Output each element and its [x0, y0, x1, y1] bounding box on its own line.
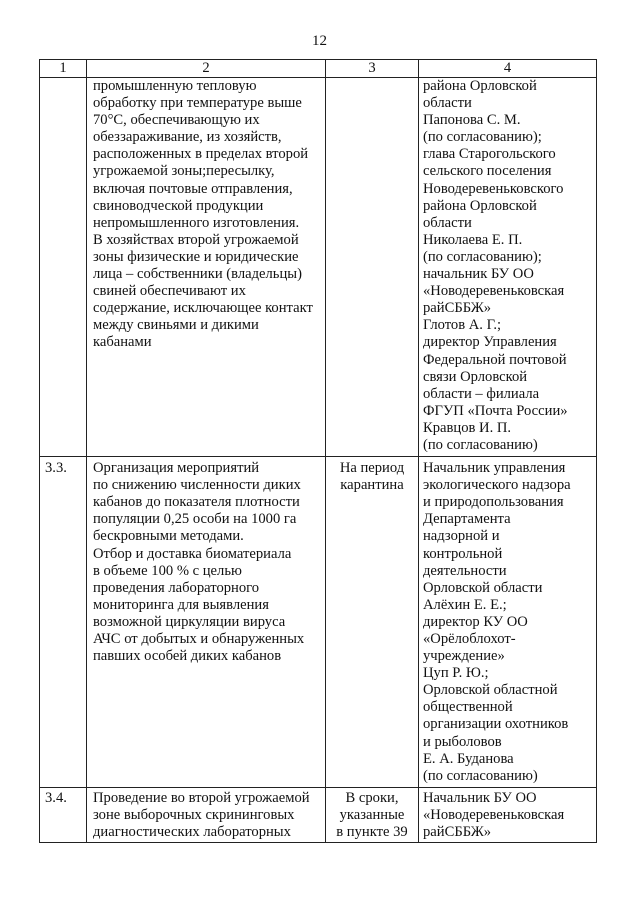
text-line: В сроки, [345, 789, 399, 806]
text-line: павших особей диких кабанов [93, 648, 282, 665]
text-line: лица – собственники (владельцы) [93, 266, 302, 283]
text-line: Николаева Е. П. [423, 231, 523, 248]
text-line: В хозяйствах второй угрожаемой [93, 231, 299, 248]
responsible-cell [419, 457, 597, 788]
text-line: Глотов А. Г.; [423, 317, 502, 334]
text-line: в объеме 100 % с целью [93, 562, 242, 579]
text-line: «Новодеревеньковская [423, 806, 565, 823]
text-line: района Орловской [423, 197, 537, 214]
text-line: по снижению численности диких [93, 477, 301, 494]
action-cell [87, 78, 326, 457]
text-line: сельского поселения [423, 163, 552, 180]
text-line: 70°С, обеспечивающую их [93, 112, 260, 129]
text-line: Федеральной почтовой [423, 351, 567, 368]
text-line: На период [339, 460, 405, 477]
text-line: «Орёлоблохот- [423, 631, 516, 647]
text-line: включая почтовые отправления, [93, 180, 293, 197]
text-line: Организация мероприятий [93, 460, 260, 477]
column-header: 3 [326, 60, 419, 78]
text-line: популяции 0,25 особи на 1000 га [93, 511, 297, 528]
text-line: кабанов до показателя плотности [93, 494, 300, 511]
text-line: мониторинга для выявления [93, 596, 269, 613]
text-line: возможной циркуляции вируса [93, 613, 286, 630]
text-line: (по согласованию); [423, 248, 542, 265]
text-line: райСББЖ» [423, 824, 492, 841]
text-line: зоне выборочных скрининговых [93, 806, 295, 823]
text-line: угрожаемой зоны;пересылку, [93, 163, 275, 180]
text-line: Орловской областной [423, 682, 558, 699]
text-line: Орловской области [423, 579, 543, 596]
text-line: Цуп Р. Ю.; [423, 665, 489, 682]
text-line: непромышленного изготовления. [93, 214, 300, 231]
text-line: Департамента [423, 511, 511, 528]
action-cell [87, 787, 326, 842]
text-line: Новодеревеньковского [423, 180, 564, 197]
text-line: (по согласованию) [423, 436, 538, 453]
text-line: свиноводческой продукции [93, 197, 264, 214]
text-line: директор Управления [423, 334, 557, 351]
text-line: деятельности [423, 562, 507, 579]
text-line: Проведение во второй угрожаемой [93, 789, 310, 806]
text-line: между свиньями и дикими [93, 317, 259, 334]
text-line: бескровными методами. [93, 528, 244, 545]
text-line: области – филиала [423, 385, 540, 402]
text-line: общественной [423, 699, 513, 716]
table-row [40, 78, 597, 457]
text-line: района Орловской [423, 78, 537, 94]
text-line: Отбор и доставка биоматериала [93, 545, 292, 562]
column-header: 1 [40, 60, 87, 78]
text-line: обеззараживание, из хозяйств, [93, 129, 282, 146]
text-line: Папонова С. М. [423, 112, 521, 129]
text-line: обработку при температуре выше [93, 95, 302, 112]
text-line: Кравцов И. П. [423, 419, 512, 436]
term-cell [326, 457, 419, 788]
text-line: Е. А. Буданова [423, 750, 514, 767]
table-header-row [40, 60, 597, 78]
text-line: Алёхин Е. Е.; [423, 596, 507, 613]
text-line: в пункте 39 [336, 824, 408, 841]
text-line: промышленную тепловую [93, 78, 257, 94]
action-cell [87, 457, 326, 788]
term-cell [326, 78, 419, 457]
measures-table [39, 59, 597, 843]
text-line: ФГУП «Почта России» [423, 402, 568, 419]
text-line: расположенных в пределах второй [93, 146, 309, 163]
text-line: Начальник БУ ОО [423, 789, 537, 806]
text-line: Начальник управления [423, 460, 566, 477]
column-header: 4 [419, 60, 597, 78]
text-line: указанные [339, 806, 405, 823]
item-number: 3.3. [40, 457, 87, 788]
item-number: 3.4. [40, 787, 87, 842]
text-line: связи Орловской [423, 368, 528, 385]
responsible-cell [419, 787, 597, 842]
text-line: кабанами [93, 334, 152, 351]
text-line: контрольной [423, 545, 503, 562]
column-header: 2 [87, 60, 326, 78]
text-line: области [423, 214, 472, 231]
text-line: диагностических лабораторных [93, 824, 291, 841]
text-line: директор КУ ОО [423, 613, 528, 630]
item-number [40, 78, 87, 457]
text-line: карантина [340, 477, 404, 494]
text-line: и природопользования [423, 494, 564, 511]
text-line: и рыболовов [423, 733, 502, 750]
table-row [40, 787, 597, 842]
text-line: надзорной и [423, 528, 500, 545]
text-line: (по согласованию) [423, 767, 538, 784]
text-line: зоны физические и юридические [93, 248, 299, 265]
text-line: экологического надзора [423, 477, 571, 494]
page-number: 12 [312, 33, 327, 49]
text-line: (по согласованию); [423, 129, 542, 146]
text-line: райСББЖ» [423, 300, 492, 317]
text-line: проведения лабораторного [93, 579, 260, 596]
text-line: содержание, исключающее контакт [93, 300, 313, 317]
text-line: «Новодеревеньковская [423, 283, 565, 300]
text-line: учреждение» [423, 648, 505, 665]
table-row [40, 457, 597, 788]
responsible-cell [419, 78, 597, 457]
text-line: области [423, 95, 472, 112]
text-line: глава Старогольского [423, 146, 556, 163]
text-line: свиней обеспечивают их [93, 283, 246, 300]
term-cell [326, 787, 419, 842]
text-line: АЧС от добытых и обнаруженных [93, 631, 305, 647]
text-line: начальник БУ ОО [423, 266, 534, 283]
text-line: организации охотников [423, 716, 569, 733]
